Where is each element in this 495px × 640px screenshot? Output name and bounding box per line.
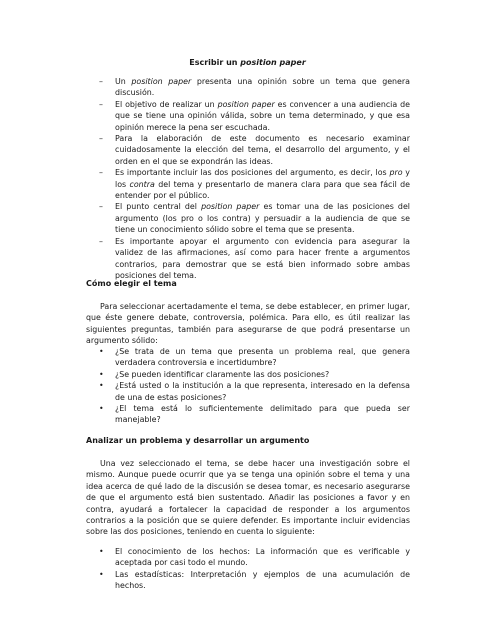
bullet-marker: •: [99, 369, 104, 379]
intro-item: – Un position paper presenta una opinión sobre un tema que genera discusión.: [99, 77, 410, 98]
intro-item: – Es importante incluir las dos posiciones del argumento, es decir, los pro y los contra del tema y presentarlo de manera clara para que sea fácil de entender por el público.: [99, 168, 410, 201]
dash-marker: –: [99, 77, 103, 86]
section-heading-topic: Cómo elegir el tema: [86, 279, 177, 288]
intro-item: – El objetivo de realizar un position paper es convencer a una audiencia de que se tiene una opinión válida, sobre un tema determinado, y que esa opinión merece la pena ser escuchada.: [99, 99, 410, 132]
dash-marker: –: [99, 236, 103, 246]
dash-marker: –: [99, 168, 103, 178]
intro-item: – El punto central del position paper es tomar una de las posiciones del argumento (los pro o los contra) y persuadir a la audiencia de que se tiene un conocimiento sólido sobre el tema que se presenta.: [99, 202, 410, 235]
evidence-list: [99, 546, 410, 592]
list-item: • ¿Se trata de un tema que presenta un problema real, que genera verdadera controversia e incertidumbre?: [99, 347, 410, 368]
list-item: • El conocimiento de los hechos: La información que es verificable y aceptada por casi todo el mundo.: [99, 547, 410, 568]
bullet-marker: •: [99, 347, 104, 356]
list-item: • ¿Está usted o la institución a la que representa, interesado en la defensa de una de estas posiciones?: [99, 381, 410, 402]
section-heading-analysis: Analizar un problema y desarrollar un argumento: [86, 436, 310, 445]
bullet-marker: •: [99, 404, 104, 414]
section-paragraph-analysis: Una vez seleccionado el tema, se debe hacer una investigación sobre el mismo. Aunque puede ocurrir que ya se tenga una opinión sobre el tema y una idea acerca de qué lado de la discusión se desea tomar, es necesario asegurarse de que el argumento está bien sustentado. Añadir las posiciones a favor y en contra, ayudará a fortalecer la capacidad de responder a los argumentos contrarios a la posición que se quiere defender. Es importante incluir evidencias sobre las dos posiciones, teniendo en cuenta lo siguiente:: [86, 459, 410, 537]
list-item: • ¿Se pueden identificar claramente las dos posiciones?: [99, 369, 330, 379]
intro-list: [99, 76, 410, 281]
list-item: • Las estadísticas: Interpretación y ejemplos de una acumulación de hechos.: [99, 569, 410, 591]
list-item: • ¿El tema está lo suficientemente delimitado para que pueda ser manejable?: [99, 404, 410, 425]
topic-question-list: [99, 346, 410, 426]
bullet-marker: •: [99, 569, 104, 579]
section-paragraph-topic: Para seleccionar acertadamente el tema, se debe establecer, en primer lugar, que éste genere debate, controversia, polémica. Para ello, es útil realizar las siguientes preguntas, también para asegurarse de que podrá presentarse un argumento sólido:: [86, 302, 410, 346]
dash-marker: –: [99, 202, 103, 212]
dash-marker: –: [99, 134, 103, 144]
title-italic-text: position paper: [240, 58, 306, 67]
intro-item: – Para la elaboración de este documento es necesario examinar cuidadosamente la elección del tema, el desarrollo del argumento, y el orden en el que se expondrán las ideas.: [99, 134, 410, 166]
dash-marker: –: [99, 99, 103, 109]
title-text: Escribir un: [189, 58, 241, 67]
bullet-marker: •: [99, 381, 104, 391]
bullet-marker: •: [99, 547, 104, 556]
intro-item: – Es importante apoyar el argumento con evidencia para asegurar la validez de las afirmaciones, así como para hacer frente a argumentos contrarios, para demostrar que se está bien informado sobre ambas posiciones del tema.: [99, 236, 410, 280]
document-title: [0, 57, 495, 68]
